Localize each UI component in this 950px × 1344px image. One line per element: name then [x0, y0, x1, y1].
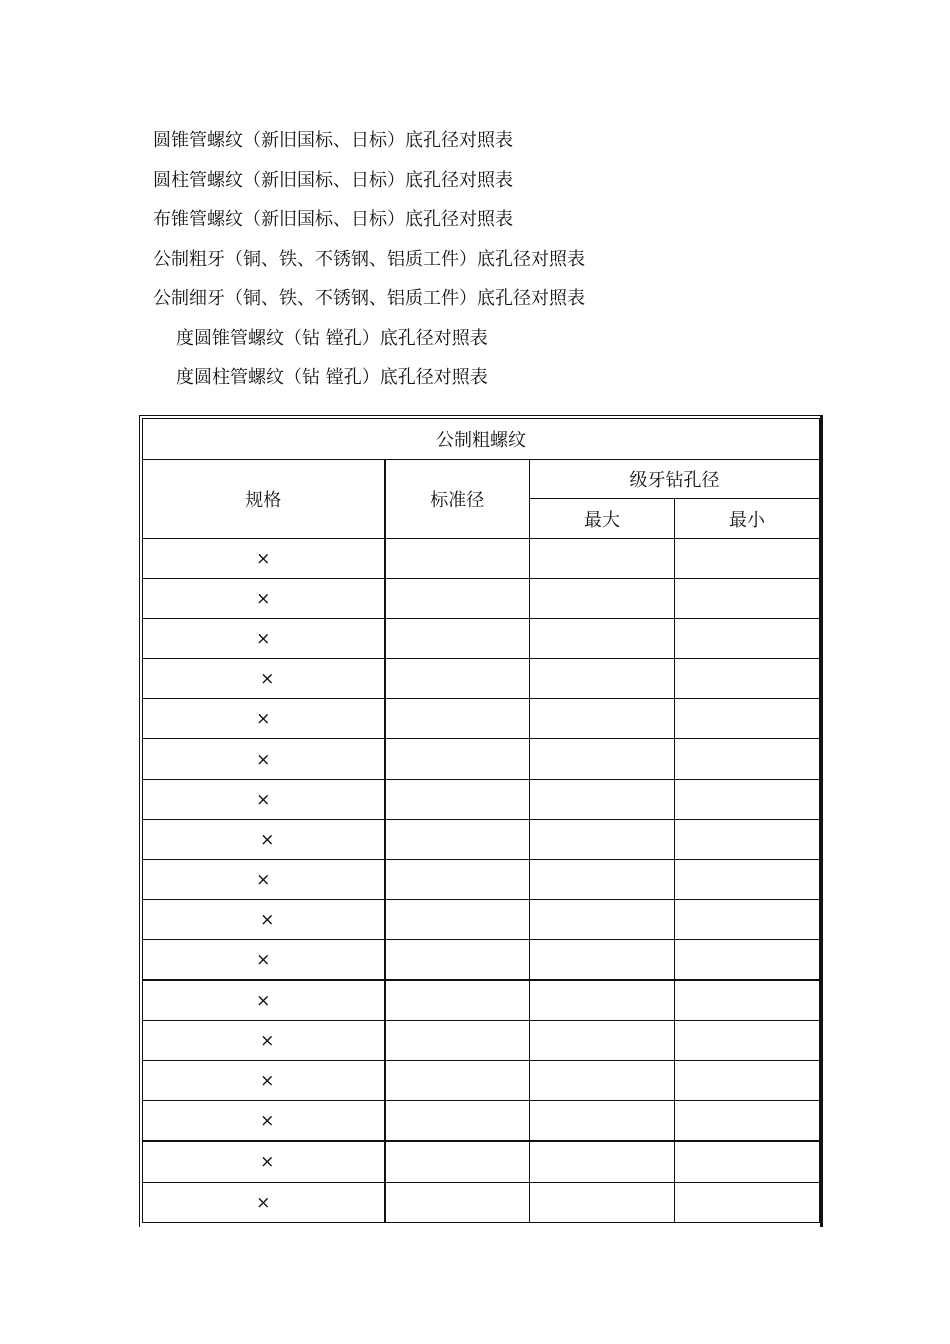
toc-item[interactable]: 公制粗牙（铜、铁、不锈钢、铝质工件）底孔径对照表 — [153, 248, 585, 270]
max-cell — [530, 939, 675, 980]
spec-cell — [143, 739, 385, 779]
spec-value: × — [256, 991, 271, 1012]
spec-cell — [143, 980, 385, 1021]
max-cell — [530, 619, 675, 659]
spec-value: × — [260, 1071, 275, 1092]
table-row — [143, 1182, 820, 1222]
spec-value: × — [256, 869, 271, 890]
min-cell — [675, 1182, 820, 1222]
min-cell — [675, 1061, 820, 1101]
max-cell — [530, 659, 675, 699]
max-cell — [530, 1101, 675, 1142]
spec-cell — [143, 699, 385, 739]
standard-cell — [385, 1182, 530, 1222]
header-drill-group: 级牙钻孔径 — [530, 460, 820, 499]
header-standard: 标准径 — [385, 460, 530, 539]
table-row — [143, 1101, 820, 1142]
header-spec: 规格 — [143, 460, 385, 539]
max-cell — [530, 819, 675, 859]
min-cell — [675, 859, 820, 899]
table-title: 公制粗螺纹 — [143, 419, 820, 460]
table-of-contents — [153, 124, 853, 401]
spec-cell — [143, 659, 385, 699]
metric-coarse-thread-table — [142, 418, 820, 1223]
spec-value: × — [260, 829, 275, 850]
spec-value: × — [256, 629, 271, 650]
min-cell — [675, 659, 820, 699]
standard-cell — [385, 539, 530, 579]
spec-value: × — [256, 949, 271, 970]
table-row — [143, 1021, 820, 1061]
spec-value: × — [256, 549, 271, 570]
spec-value: × — [256, 709, 271, 730]
min-cell — [675, 619, 820, 659]
spec-cell — [143, 1182, 385, 1222]
min-cell — [675, 899, 820, 939]
spec-cell — [143, 939, 385, 980]
table-header-row — [143, 460, 820, 499]
spec-cell — [143, 779, 385, 819]
min-cell — [675, 779, 820, 819]
table-row — [143, 939, 820, 980]
min-cell — [675, 1101, 820, 1142]
standard-cell — [385, 779, 530, 819]
max-cell — [530, 1141, 675, 1182]
table-row — [143, 659, 820, 699]
max-cell — [530, 699, 675, 739]
table-row — [143, 539, 820, 579]
table-row — [143, 819, 820, 859]
table-row — [143, 739, 820, 779]
max-cell — [530, 1182, 675, 1222]
toc-item[interactable]: 布锥管螺纹（新旧国标、日标）底孔径对照表 — [153, 209, 513, 230]
standard-cell — [385, 1141, 530, 1182]
table-row — [143, 980, 820, 1021]
spec-value: × — [260, 909, 275, 930]
table-title-row — [143, 419, 820, 460]
min-cell — [675, 819, 820, 859]
toc-item[interactable]: 圆柱管螺纹（新旧国标、日标）底孔径对照表 — [153, 169, 513, 191]
header-max: 最大 — [530, 499, 675, 539]
spec-cell — [143, 819, 385, 859]
header-min: 最小 — [675, 499, 820, 539]
min-cell — [675, 539, 820, 579]
spec-cell — [143, 619, 385, 659]
spec-cell — [143, 899, 385, 939]
spec-value: × — [260, 669, 275, 690]
max-cell — [530, 1061, 675, 1101]
max-cell — [530, 779, 675, 819]
standard-cell — [385, 699, 530, 739]
spec-value: × — [260, 1152, 275, 1173]
min-cell — [675, 739, 820, 779]
min-cell — [675, 939, 820, 980]
table-row — [143, 859, 820, 899]
toc-item[interactable]: 圆锥管螺纹（新旧国标、日标）底孔径对照表 — [153, 130, 513, 151]
standard-cell — [385, 619, 530, 659]
table-row — [143, 899, 820, 939]
standard-cell — [385, 1021, 530, 1061]
table-row — [143, 779, 820, 819]
standard-cell — [385, 1061, 530, 1101]
spec-value: × — [256, 789, 271, 810]
toc-item[interactable]: 度圆锥管螺纹（钻 镗孔）底孔径对照表 — [176, 327, 488, 349]
max-cell — [530, 539, 675, 579]
spec-cell — [143, 539, 385, 579]
spec-value: × — [256, 749, 271, 770]
spec-value: × — [256, 1192, 271, 1213]
min-cell — [675, 579, 820, 619]
min-cell — [675, 699, 820, 739]
table-row — [143, 1061, 820, 1101]
spec-cell — [143, 1101, 385, 1142]
table-row — [143, 579, 820, 619]
standard-cell — [385, 899, 530, 939]
toc-item[interactable]: 度圆柱管螺纹（钻 镗孔）底孔径对照表 — [176, 367, 488, 388]
toc-item[interactable]: 公制细牙（铜、铁、不锈钢、铝质工件）底孔径对照表 — [153, 288, 585, 309]
max-cell — [530, 739, 675, 779]
standard-cell — [385, 579, 530, 619]
max-cell — [530, 859, 675, 899]
max-cell — [530, 1021, 675, 1061]
max-cell — [530, 980, 675, 1021]
max-cell — [530, 579, 675, 619]
standard-cell — [385, 859, 530, 899]
spec-cell — [143, 579, 385, 619]
min-cell — [675, 1021, 820, 1061]
thread-table-frame — [139, 415, 823, 1227]
standard-cell — [385, 819, 530, 859]
spec-value: × — [256, 589, 271, 610]
max-cell — [530, 899, 675, 939]
spec-cell — [143, 1021, 385, 1061]
spec-cell — [143, 859, 385, 899]
table-row — [143, 1141, 820, 1182]
spec-cell — [143, 1061, 385, 1101]
standard-cell — [385, 980, 530, 1021]
spec-value: × — [260, 1031, 275, 1052]
standard-cell — [385, 659, 530, 699]
spec-value: × — [260, 1111, 275, 1132]
standard-cell — [385, 939, 530, 980]
table-row — [143, 699, 820, 739]
min-cell — [675, 1141, 820, 1182]
min-cell — [675, 980, 820, 1021]
table-row — [143, 619, 820, 659]
standard-cell — [385, 739, 530, 779]
standard-cell — [385, 1101, 530, 1142]
spec-cell — [143, 1141, 385, 1182]
